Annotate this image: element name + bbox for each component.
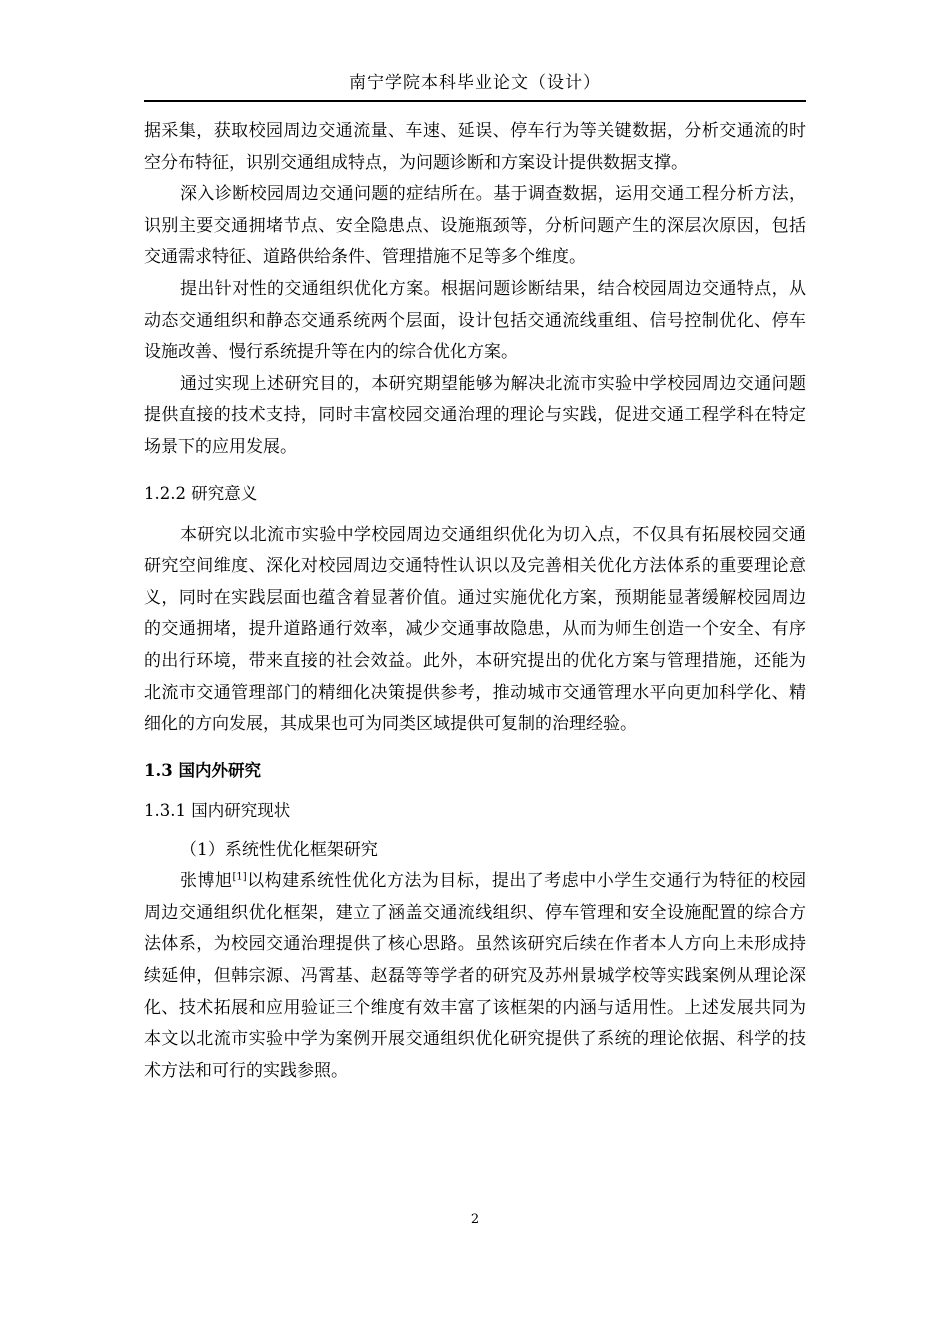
list-item-systematic-framework: （1）系统性优化框架研究 [180, 839, 378, 860]
paragraph-text: 以构建系统性优化方法为目标，提出了考虑中小学生交通行为特征的校园周边交通组织优化框架，建立了涵盖交通流线组织、停车管理和安全设施配置的综合方法体系，为校园交通治理提供了核心思路。虽然该研究后续在作者本人方向上未形成持续延伸，但韩宗源、冯霄基、赵磊等等学者的研究及苏州景城学校等实践案例从理论深化、技术拓展和应用验证三个维度有效丰富了该框架的内涵与适用性。上述发展共同为本文以北流市实验中学为案例开展交通组织优化研究提供了系统的理论依据、科学的技术方法和可行的实践参照。 [144, 871, 807, 1081]
author-name: 张博旭 [180, 871, 233, 892]
paragraph-data-collection: 据采集，获取校园周边交通流量、车速、延误、停车行为等关键数据，分析交通流的时空分布特征，识别交通组成特点，为问题诊断和方案设计提供数据支撑。 [144, 121, 806, 173]
paragraph-diagnosis: 深入诊断校园周边交通问题的症结所在。基于调查数据，运用交通工程分析方法，识别主要交通拥堵节点、安全隐患点、设施瓶颈等，分析问题产生的深层次原因，包括交通需求特征、道路供给条件、管理措施不足等多个维度。 [144, 184, 806, 268]
page-number: 2 [470, 1212, 480, 1227]
paragraph-research-goal: 通过实现上述研究目的，本研究期望能够为解决北流市实验中学校园周边交通问题提供直接的技术支持，同时丰富校园交通治理的理论与实践，促进交通工程学科在特定场景下的应用发展。 [144, 373, 806, 457]
paragraph-zhang-study [144, 866, 806, 1087]
running-header: 南宁学院本科毕业论文（设计） [349, 73, 601, 93]
citation-ref[interactable]: [1] [232, 871, 247, 883]
paragraph-significance: 本研究以北流市实验中学校园周边交通组织优化为切入点，不仅具有拓展校园交通研究空间维度、深化对校园周边交通特性认识以及完善相关优化方法体系的重要理论意义，同时在实践层面也蕴含着显著价值。通过实施优化方案，预期能显著缓解校园周边的交通拥堵，提升道路通行效率，减少交通事故隐患，从而为师生创造一个安全、有序的出行环境，带来直接的社会效益。此外，本研究提出的优化方案与管理措施，还能为北流市交通管理部门的精细化决策提供参考，推动城市交通管理水平向更加科学化、精细化的方向发展，其成果也可为同类区域提供可复制的治理经验。 [144, 524, 806, 735]
page-body [144, 116, 806, 1087]
section-heading-1-3: 1.3 国内外研究 [144, 760, 261, 780]
header-rule [144, 100, 806, 102]
section-heading-1-2-2: 1.2.2 研究意义 [144, 483, 258, 503]
paragraph-optimization-plan: 提出针对性的交通组织优化方案。根据问题诊断结果，结合校园周边交通特点，从动态交通组织和静态交通系统两个层面，设计包括交通流线重组、信号控制优化、停车设施改善、慢行系统提升等在内的综合优化方案。 [144, 278, 806, 363]
section-heading-1-3-1: 1.3.1 国内研究现状 [144, 800, 291, 820]
